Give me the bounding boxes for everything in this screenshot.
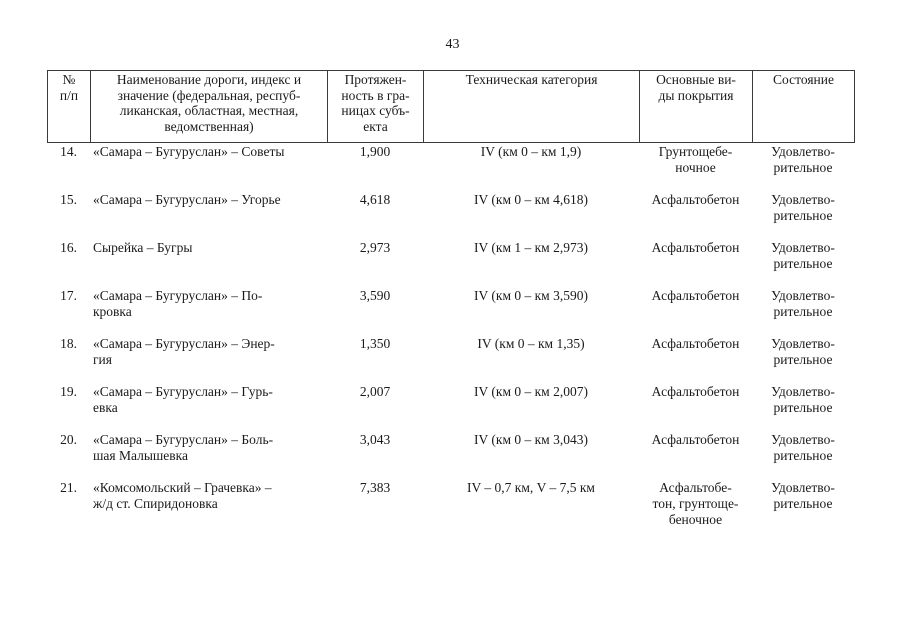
header-line: Наименование дороги, индекс и — [116, 72, 302, 87]
row-number: 14. — [60, 144, 77, 159]
header-line: ведомственная) — [164, 118, 254, 134]
header-line: № — [62, 72, 76, 87]
cover-type-line: Асфальтобетон — [651, 240, 740, 255]
technical-category: IV – 0,7 км, V – 7,5 км — [467, 480, 595, 495]
header-line: Протяжен- — [344, 72, 407, 87]
road-length: 2,007 — [359, 384, 391, 399]
road-state-line: Удовлетво- — [771, 192, 835, 207]
technical-category: IV (км 0 – км 2,007) — [474, 384, 588, 399]
cover-type — [639, 334, 752, 382]
technical-category: IV (км 0 – км 1,9) — [480, 144, 582, 159]
cover-type — [639, 142, 752, 190]
cover-type-line: Асфальтобетон — [651, 336, 740, 351]
road-name-line: «Самара – Бугуруслан» – Энер- — [93, 336, 275, 351]
cover-type — [639, 430, 752, 478]
cover-type — [639, 382, 752, 430]
header-road-name — [91, 71, 328, 143]
road-state — [752, 334, 854, 382]
row-number: 18. — [60, 336, 77, 351]
road-state-line: рительное — [773, 160, 833, 175]
road-state — [752, 286, 854, 334]
technical-category: IV (км 0 – км 3,043) — [474, 432, 588, 447]
road-length: 2,973 — [359, 240, 391, 255]
road-length: 3,590 — [359, 288, 391, 303]
road-name-line: Сырейка – Бугры — [93, 240, 193, 255]
road-name-line: «Самара – Бугуруслан» – Советы — [93, 144, 285, 159]
road-length: 4,618 — [359, 192, 391, 207]
road-name-line: кровка — [93, 304, 132, 319]
road-length: 3,043 — [359, 432, 391, 447]
table-row — [47, 430, 854, 478]
road-length: 1,350 — [359, 336, 391, 351]
technical-category: IV (км 0 – км 4,618) — [474, 192, 588, 207]
header-number — [48, 71, 91, 143]
road-state — [752, 238, 854, 286]
road-state-line: рительное — [773, 352, 833, 367]
table-header — [47, 70, 855, 143]
cover-type — [639, 238, 752, 286]
road-name-line: «Самара – Бугуруслан» – Гурь- — [93, 384, 273, 399]
road-state-line: Удовлетво- — [771, 288, 835, 303]
cover-type-line: тон, грунтоще- — [652, 496, 739, 511]
header-line: п/п — [59, 87, 79, 103]
page-number: 43 — [445, 37, 460, 52]
header-state — [753, 71, 855, 143]
header-line: значение (федеральная, респуб- — [117, 87, 301, 103]
header-line: Состояние — [773, 72, 834, 87]
technical-category: IV (км 0 – км 1,35) — [477, 336, 585, 351]
header-line: ность в гра- — [341, 87, 410, 103]
road-name — [90, 142, 327, 190]
road-state-line: рительное — [773, 448, 833, 463]
row-number: 16. — [60, 240, 77, 255]
road-name — [90, 238, 327, 286]
cover-type — [639, 286, 752, 334]
road-name — [90, 478, 327, 542]
road-state — [752, 382, 854, 430]
road-state-line: рительное — [773, 400, 833, 415]
road-state-line: рительное — [773, 304, 833, 319]
table-row — [47, 190, 854, 238]
road-name-line: «Самара – Бугуруслан» – Боль- — [93, 432, 274, 447]
table-row — [47, 334, 854, 382]
road-name-line: ж/д ст. Спиридоновка — [93, 496, 218, 511]
row-number: 15. — [60, 192, 77, 207]
road-name — [90, 190, 327, 238]
header-cover — [640, 71, 753, 143]
technical-category: IV (км 0 – км 3,590) — [474, 288, 588, 303]
row-number: 19. — [60, 384, 77, 399]
header-line: Техническая категория — [465, 72, 598, 87]
row-number: 20. — [60, 432, 77, 447]
road-state-line: Удовлетво- — [771, 432, 835, 447]
table-row — [47, 382, 854, 430]
road-state — [752, 430, 854, 478]
road-name-line: «Самара – Бугуруслан» – Угорье — [93, 192, 281, 207]
cover-type-line: Асфальтобе- — [659, 480, 732, 495]
cover-type-line: Грунтощебе- — [658, 144, 733, 159]
road-name-line: гия — [93, 352, 112, 367]
road-name-line: «Самара – Бугуруслан» – По- — [93, 288, 263, 303]
cover-type-line: Асфальтобетон — [651, 288, 740, 303]
header-category — [424, 71, 640, 143]
road-length: 1,900 — [359, 144, 391, 159]
road-state — [752, 142, 854, 190]
technical-category: IV (км 1 – км 2,973) — [474, 240, 588, 255]
table-row — [47, 286, 854, 334]
road-name-line: евка — [93, 400, 118, 415]
header-line: Основные ви- — [656, 72, 736, 87]
table-row — [47, 238, 854, 286]
header-line: екта — [363, 118, 388, 134]
road-name-line: «Комсомольский – Грачевка» – — [93, 480, 272, 495]
table-body — [47, 142, 854, 542]
cover-type-line: Асфальтобетон — [651, 432, 740, 447]
cover-type-line: беночное — [668, 512, 723, 527]
road-name — [90, 382, 327, 430]
cover-type-line: ночное — [675, 160, 716, 175]
road-state-line: Удовлетво- — [771, 144, 835, 159]
road-name — [90, 286, 327, 334]
road-state-line: рительное — [773, 496, 833, 511]
cover-type — [639, 478, 752, 542]
road-state-line: Удовлетво- — [771, 240, 835, 255]
road-state-line: Удовлетво- — [771, 480, 835, 495]
row-number: 21. — [60, 480, 77, 495]
road-length: 7,383 — [359, 480, 391, 495]
header-line: ды покрытия — [658, 87, 734, 103]
cover-type — [639, 190, 752, 238]
header-line: ликанская, областная, местная, — [119, 103, 299, 118]
road-state-line: рительное — [773, 256, 833, 271]
header-line: ницах субъ- — [341, 103, 410, 118]
header-length — [328, 71, 424, 143]
road-state-line: Удовлетво- — [771, 336, 835, 351]
road-name — [90, 334, 327, 382]
road-name-line: шая Малышевка — [93, 448, 189, 463]
road-name — [90, 430, 327, 478]
row-number: 17. — [60, 288, 77, 303]
road-state-line: Удовлетво- — [771, 384, 835, 399]
cover-type-line: Асфальтобетон — [651, 384, 740, 399]
table-row — [47, 478, 854, 542]
road-state — [752, 190, 854, 238]
table-row — [47, 142, 854, 190]
road-state — [752, 478, 854, 542]
cover-type-line: Асфальтобетон — [651, 192, 740, 207]
road-state-line: рительное — [773, 208, 833, 223]
